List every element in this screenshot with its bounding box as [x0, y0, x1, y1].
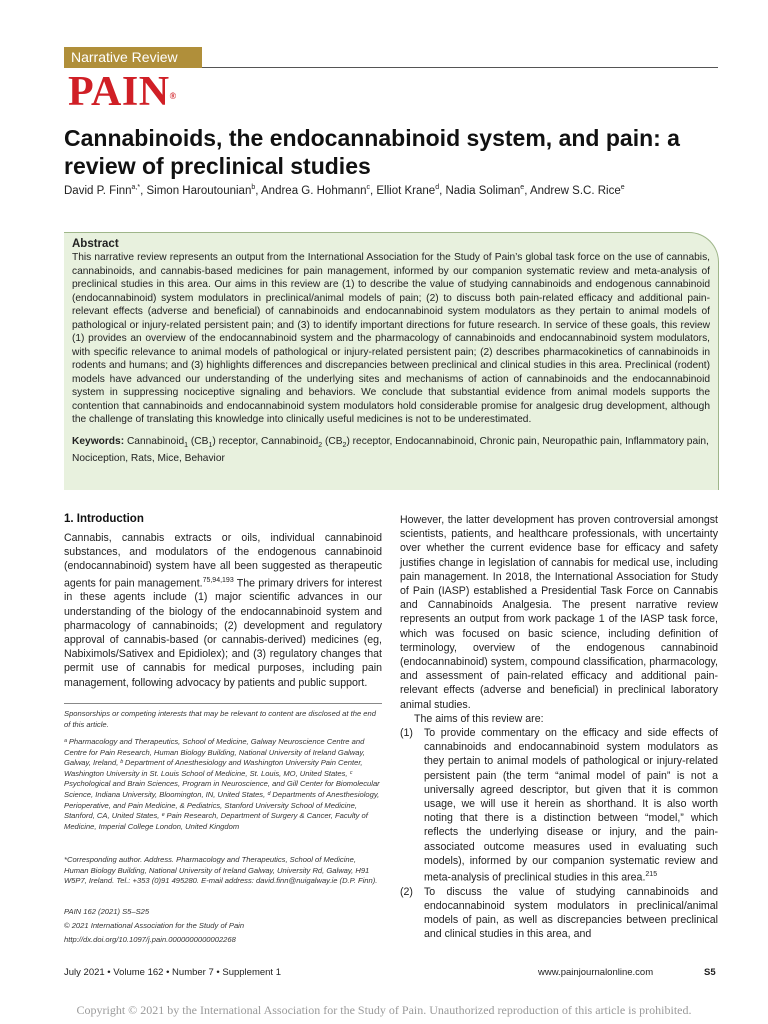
- author: Elliot Krane: [376, 184, 436, 197]
- author: Simon Haroutounian: [146, 184, 252, 197]
- right-paragraph: However, the latter development has proven controversial amongst scientists, patients, and healthcare professionals, with uncertainty over whether the current evidence base for efficacy and safety justifies change in legislation of cannabis for medical use, including pain management. In 2018, the International Association for Study of Pain (IASP) established a Presidential Task Force on Cannabis and Cannabinoids Analgesia. The present narrative review represents an output from work package 1 of the IASP task force, which was focused on basic science, including definition of terminology, overview of the endogenous cannabinoid (endocannabinoid) system, compound classification, pharmacology, and assessment of pain-related efficacy and additional pain-relevant effects (adverse and beneficial) in preclinical laboratory animal studies.: [400, 514, 718, 711]
- intro-paragraph: Cannabis, cannabis extracts or oils, individual cannabinoid substances, and modulators of the endogenous cannabinoid (endocannabinoid) system have all been suggested as therapeutic agents for pain management.$^{75,94,193}$ The primary drivers for interest in these agents include (1) major scientific advances in our understanding of the biology of the endocannabinoid system and pharmacology of cannabinoids; (2) development and regulatory approval of cannabis-based (or cannabis-derived) medicines (eg, Nabiximols/Sativex and Epidiolex); and (3) regulatory changes that permit use of cannabis for medical purposes, including pain management, following advocacy by patients and public support.: [64, 532, 382, 689]
- article-type-label: Narrative Review: [64, 47, 202, 68]
- footnote-copyright: © 2021 International Association for the Study of Pain: [64, 921, 245, 930]
- header-rule: [202, 67, 718, 68]
- author: David P. Finn: [64, 184, 132, 197]
- author: Andrew S.C. Rice: [529, 184, 621, 197]
- citation-ref: 215: [645, 871, 658, 879]
- aims-lead: The aims of this review are:: [414, 712, 544, 725]
- list-item: (1) To provide commentary on the efficacy and side effects of cannabinoids and endocannabinoid system modulators as they pertain to animal models of pathological or injury-related persistent pain (the term “animal model of pain” is not a universally agreed descriptor, but given that it is common usage, we will use it herein as shorthand. It is also worth noting that there is a distinction between “model,” which reflects the underlying disease or injury, and the pain-associated outcome measures used in evaluating such models), informed by our companion systematic review and meta-analysis of preclinical studies in this area.$^{215}$: [400, 727, 718, 884]
- article-title: Cannabinoids, the endocannabinoid system, and pain: a review of preclinical studies: [64, 125, 680, 179]
- issue-info: July 2021 • Volume 162 • Number 7 • Supplement 1: [64, 967, 281, 978]
- section-heading: 1. Introduction: [64, 513, 144, 525]
- abstract-text: This narrative review represents an output from the International Association for the Study of Pain’s global task force on the use of cannabis, cannabinoids, and cannabis-based medicines for pain management, informed by our companion systematic review and meta-analysis of preclinical studies in this area. Our aims in this review are (1) to describe the value of studying cannabinoids and endogenous cannabinoid (endocannabinoid) system modulators in preclinical/animal models of pain; (2) to discuss both pain-related efficacy and additional pain-relevant effects (adverse and beneficial) of cannabinoids and endocannabinoid system modulators as they pertain to animal models of pathological or injury-related persistent pain; and (3) to identify important directions for future research. In service of these goals, this review (1) provides an overview of the endocannabinoid system and the pharmacology of cannabinoids and endocannabinoid system modulators, with specific relevance to animal models of pathological or injury-related persistent pain; (2) describes pharmacokinetics of cannabinoids in rodents and humans; and (3) highlights differences and discrepancies between preclinical and clinical studies in this area. Preclinical (rodent) models have advanced our understanding of the underlying sites and mechanisms of action of cannabinoids and the endocannabinoid system in suppressing nociceptive signaling and behaviors. We conclude that substantial evidence from animal models supports the contention that cannabinoids and endocannabinoid system modulators hold considerable promise for analgesic drug development, although the challenge of translating this knowledge into clinically useful medicines is not to be underestimated.: [72, 252, 710, 425]
- abstract-heading: Abstract: [72, 238, 119, 250]
- citation-ref: 75,94,193: [202, 576, 234, 584]
- copyright-banner: Copyright © 2021 by the International Association for the Study of Pain. Unauthorized reproduction of this article is prohibited.: [76, 1003, 692, 1017]
- author: Nadia Soliman: [445, 184, 521, 197]
- footnote-rule: [64, 703, 382, 704]
- journal-logo: PAIN®: [68, 69, 177, 115]
- keywords: Keywords: Cannabinoid$_1$ $(CB_1)$ receptor, Cannabinoid$_2$ $(CB_2)$ receptor, Endocannabinoid, Chronic pain, Neuropathic pain, Inflammatory pain, Nociception, Rats, Mice, Behavior: [72, 435, 709, 465]
- footnote-sponsorship: Sponsorships or competing interests that may be relevant to content are disclosed at the end of this article.: [64, 709, 376, 729]
- author: Andrea G. Hohmann: [261, 184, 367, 197]
- page-number: S5: [704, 967, 716, 978]
- author-list: David P. Finn$^{a,*}$, Simon Haroutounian$^b$, Andrea G. Hohmann$^c$, Elliot Krane$^d$, Nadia Soliman$^e$, Andrew S.C. Rice$^e$: [64, 184, 625, 197]
- footnote-citation: PAIN 162 (2021) S5–S25: [64, 907, 150, 916]
- footnote-corresponding: *Corresponding author. Address. Pharmacology and Therapeutics, School of Medicine, Human Biology Building, National University of Ireland Galway, University Rd, Galway, H91 W5P7, Ireland. Tel.: +353 (0)91 495280. E-mail address: david.finn@nuigalway.ie (D.P. Finn).: [64, 855, 378, 886]
- keywords-label: Keywords:: [72, 435, 125, 447]
- abstract-box: [64, 232, 719, 490]
- list-item: (2) To discuss the value of studying cannabinoids and endocannabinoid system modulators in preclinical/animal models of pain, as well as discrepancies between preclinical and clinical studies in this area, and: [400, 885, 718, 941]
- journal-website: www.painjournalonline.com: [538, 967, 654, 978]
- right-column: [400, 513, 718, 942]
- footnote-doi: http://dx.doi.org/10.1097/j.pain.0000000000002268: [64, 935, 236, 944]
- footnote-affiliations: ᵃ Pharmacology and Therapeutics, School of Medicine, Galway Neuroscience Centre and Centre for Pain Research, Human Biology Building, National University of Ireland Galway, Galway, Ireland, ᵇ Department of Anesthesiology and Washington University Pain Center, Washington University in St. Louis School of Medicine, St. Louis, MO, United States, ᶜ Psychological and Brain Sciences, Program in Neuroscience, and Gill Center for Biomolecular Science, Indiana University, Bloomington, IN, United States, ᵈ Departments of Anesthesiology, Perioperative, and Pain Medicine, & Pediatrics, Stanford University School of Medicine, Stanford, CA, United States, ᵉ Pain Research, Department of Surgery & Cancer, Faculty of Medicine, Imperial College London, United Kingdom: [64, 737, 380, 831]
- left-column: [64, 513, 382, 690]
